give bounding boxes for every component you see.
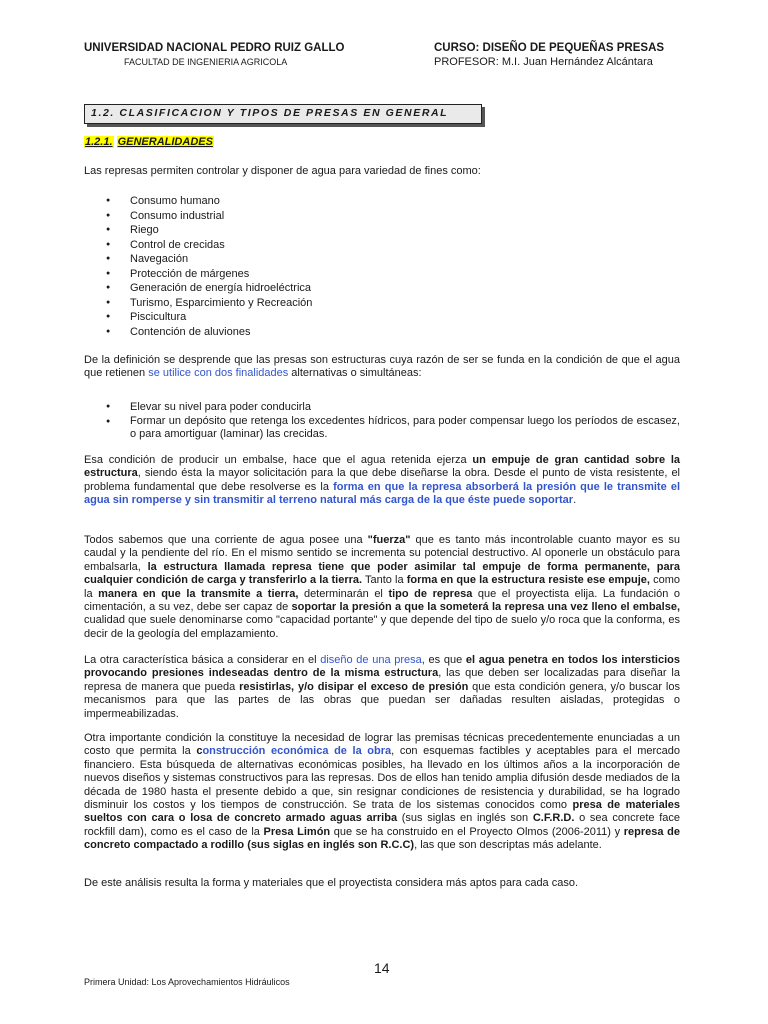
- list-item: ● Generación de energía hidroeléctrica: [106, 281, 312, 296]
- list-item: ● Control de crecidas: [106, 238, 312, 253]
- list-item: ● Consumo humano: [106, 194, 312, 209]
- link-finalidades[interactable]: se utilice con dos finalidades: [148, 367, 289, 380]
- list-item: ● Consumo industrial: [106, 209, 312, 224]
- list-item: ● Navegación: [106, 252, 312, 267]
- link-construccion-economica[interactable]: onstrucción económica de la obra: [202, 745, 392, 758]
- professor-name: PROFESOR: M.I. Juan Hernández Alcántara: [434, 56, 653, 68]
- uses-list: [106, 194, 312, 339]
- subsection-number: 1.2.1.: [85, 136, 113, 148]
- subsection-heading: [84, 136, 214, 148]
- subsection-title: GENERALIDADES: [117, 136, 213, 148]
- list-item: ● Turismo, Esparcimiento y Recreación: [106, 296, 312, 311]
- link-diseno-presa[interactable]: diseño de una presa: [320, 654, 422, 666]
- link-forma-represa[interactable]: forma en que la represa absorberá la presión que le transmite el agua sin romperse y sin transmitir al terreno natural más carga de la que éste puede soportar: [84, 480, 680, 507]
- page-header: [84, 40, 680, 74]
- list-item: ● Protección de márgenes: [106, 267, 312, 282]
- section-title: 1.2. CLASIFICACION Y TIPOS DE PRESAS EN GENERAL: [91, 107, 449, 119]
- university-name: UNIVERSIDAD NACIONAL PEDRO RUIZ GALLO: [84, 42, 345, 54]
- section-title-box: [84, 104, 482, 124]
- list-item: ● Elevar su nivel para poder conducirla: [106, 400, 680, 415]
- paragraph-embalse: Esa condición de producir un embalse, hace que el agua retenida ejerza un empuje de gran cantidad sobre la estructura, siendo ésta la mayor solicitación para la que debe diseñarse la obra. Desde el punto de vista resistente, el problema fundamental que debe resolverse es la forma en que la represa absorberá la presión que le transmite el agua sin romperse y sin transmitir al terreno natural más carga de la que éste puede soportar.: [84, 454, 680, 507]
- paragraph-presiones: La otra característica básica a considerar en el diseño de una presa, es que el agua penetra en todos los intersticios provocando presiones indeseadas dentro de la misma estructura, las que deben ser localizadas para diseñar la represa de manera que pueda resistirlas, y/o disipar el exceso de presión que esta condición genera, y/o buscar los mecanismos para que las partes de las obras que puedan ser dañadas resulten aisladas, protegidas o impermeabilizadas.: [84, 654, 680, 720]
- document-page: [84, 40, 681, 889]
- paragraph-fuerza: Todos sabemos que una corriente de agua posee una "fuerza" que es tanto más incontrolable cuanto mayor es su caudal y la pendiente del río. En el mismo sentido se incrementa su potencial destructivo. Al oponerle un obstáculo para embalsarla, la estructura llamada represa tiene que poder asimilar tal empuje de forma permanente, para cualquier condición de carga y transferirlo a la tierra. Tanto la forma en que la estructura resiste ese empuje, como la manera en que la transmite a tierra, determinarán el tipo de represa que el proyectista elija. La fundación o cimentación, a su vez, debe ser capaz de soportar la presión a que la someterá la represa una vez lleno el embalse, cualidad que suele denominarse como "capacidad portante" y que depende del tipo de suelo y/o roca que la conforma, es decir de la geología del emplazamiento.: [84, 534, 681, 640]
- page-number: 14: [374, 960, 390, 976]
- faculty-name: FACULTAD DE INGENIERIA AGRICOLA: [124, 57, 288, 67]
- page-footer: Primera Unidad: Los Aprovechamientos Hidráulicos: [84, 977, 290, 987]
- list-item: ● Riego: [106, 223, 312, 238]
- list-item: ● Piscicultura: [106, 310, 312, 325]
- paragraph-definition: De la definición se desprende que las presas son estructuras cuya razón de ser se funda en la condición de que el agua que retienen se utilice con dos finalidades alternativas o simultáneas:: [84, 354, 680, 380]
- purposes-list: [106, 400, 680, 441]
- paragraph-conclusion: De este análisis resulta la forma y materiales que el proyectista considera más aptos para cada caso.: [84, 877, 579, 889]
- paragraph-costo: Otra importante condición la constituye la necesidad de lograr las premisas técnicas precedentemente enunciadas a un costo que permita la construcción económica de la obra, con esquemas factibles y aceptables para el mercado financiero. Esta búsqueda de alternativas económicas posibles, ha llevado en los últimos años a la incorporación de nuevos diseños y sistemas constructivos para las represas. Dos de ellos han tenido amplia difusión desde mediados de la década de 1980 hasta el presente debido a que, sin resignar condiciones de resistencia y durabilidad, se ha logrado disminuir los costos y los tiempos de construcción. Se trata de los sistemas conocidos como presa de materiales sueltos con cara o losa de concreto armado aguas arriba (sus siglas en inglés son C.F.R.D. o sea concrete face rockfill dam), como es el caso de la Presa Limón que se ha construido en el Proyecto Olmos (2006-2011) y represa de concreto compactado a rodillo (sus siglas en inglés son R.C.C), las que son descriptas más adelante.: [84, 732, 681, 852]
- list-item: ● Contención de aluviones: [106, 325, 312, 340]
- course-name: CURSO: DISEÑO DE PEQUEÑAS PRESAS: [434, 42, 665, 54]
- list-item: ● Formar un depósito que retenga los excedentes hídricos, para poder compensar luego los períodos de escasez, o para amortiguar (laminar) las crecidas.: [106, 415, 680, 442]
- intro-paragraph: Las represas permiten controlar y disponer de agua para variedad de fines como:: [84, 165, 481, 177]
